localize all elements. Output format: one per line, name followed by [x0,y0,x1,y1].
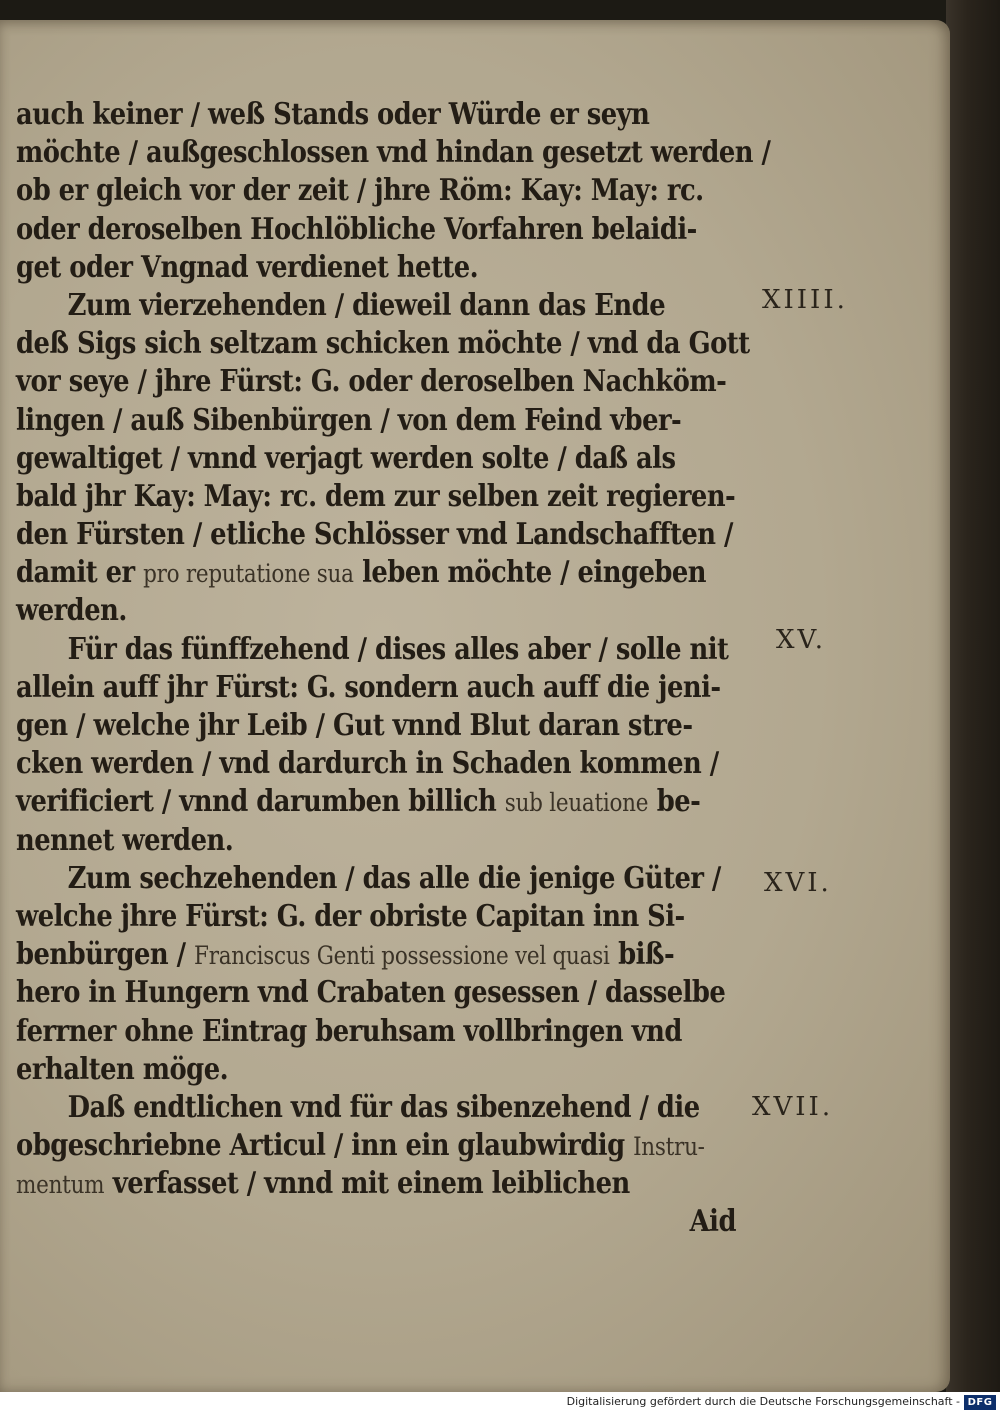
line-text: vor seye / jhre Fürst: G. oder deroselben Nachköm- [16,364,727,400]
margin-numeral-17: XVII. [752,1092,834,1122]
line-text: welche jhre Fürst: G. der obriste Capitan inn Si- [16,898,685,934]
text-line [16,516,733,554]
line-text: Zum sechzehenden / das alle die jenige Güter / [67,860,721,896]
line-text: werden. [16,593,127,629]
text-line [16,325,750,363]
text-line [16,363,727,401]
text-line [16,1165,635,1203]
text-line [16,783,701,821]
text-line [16,402,682,440]
line-text: damit er [16,555,135,591]
dfg-logo: DFG [964,1395,996,1410]
text-line [16,96,650,134]
line-text: ob er gleich vor der zeit / jhre Röm: Kay: May: rc. [16,173,704,209]
latin-phrase: sub leuatione [504,788,649,818]
text-line [16,249,635,287]
line-text: Aid [689,1204,736,1240]
margin-numeral-15: XV. [776,625,827,655]
line-text: Für das fünffzehend / dises alles aber / solle nit [67,631,729,667]
text-line [16,936,675,974]
book-edge [946,0,1000,1392]
text-line [16,287,666,325]
line-text: obgeschriebne Articul / inn ein glaubwirdig [16,1128,625,1164]
text-line [16,172,704,210]
text-line [117,1203,736,1241]
text-line [16,1051,635,1089]
latin-phrase: Franciscus Genti possessione vel quasi [194,941,610,971]
text-line [16,707,693,745]
line-text-continued: verfasset / vnnd mit einem leiblichen [112,1166,630,1202]
book-page [0,20,950,1392]
line-text: den Fürsten / etliche Schlösser vnd Landschafften / [16,517,733,553]
line-text-continued: be- [656,784,701,820]
line-text-continued: biß- [618,937,675,973]
text-line [16,745,719,783]
latin-phrase: mentum [16,1170,105,1200]
line-text: nennet werden. [16,822,234,858]
text-line [16,974,726,1012]
margin-numeral-16: XVI. [764,868,832,898]
line-text: get oder Vngnad verdienet hette. [16,249,479,285]
text-line [16,1127,705,1165]
text-line [16,211,697,249]
latin-phrase: pro reputatione sua [143,559,354,589]
text-line [16,478,736,516]
line-text: möchte / außgeschlossen vnd hindan gesetzt werden / [16,135,771,171]
text-line [16,860,721,898]
line-text: gen / welche jhr Leib / Gut vnnd Blut daran stre- [16,708,693,743]
text-line [16,1089,700,1127]
latin-phrase: Instru- [633,1132,705,1162]
text-line [16,554,707,592]
line-text: verificiert / vnnd darumben billich [16,784,497,820]
text-line [16,134,771,172]
line-text: Daß endtlichen vnd für das sibenzehend / die [67,1089,700,1125]
line-text: oder deroselben Hochlöbliche Vorfahren belaidi- [16,211,697,247]
footer-credit: Digitalisierung gefördert durch die Deutsche Forschungsgemeinschaft - [566,1395,960,1408]
line-text: gewaltiget / vnnd verjagt werden solte / daß als [16,440,676,476]
line-text: allein auff jhr Fürst: G. sondern auch auff die jeni- [16,669,721,705]
margin-numeral-14: XIIII. [762,285,848,315]
line-text-continued: leben möchte / eingeben [362,555,707,591]
text-block [16,96,771,1242]
line-text: auch keiner / weß Stands oder Würde er seyn [16,97,650,132]
line-text: Zum vierzehenden / dieweil dann das Ende [67,287,666,323]
text-line [16,898,685,936]
line-text: erhalten möge. [16,1051,229,1087]
line-text: lingen / auß Sibenbürgen / von dem Feind vber- [16,402,682,438]
text-line [16,592,635,630]
line-text: benbürgen / [16,937,186,973]
line-text: bald jhr Kay: May: rc. dem zur selben zeit regieren- [16,478,736,514]
text-line [16,631,729,669]
line-text: hero in Hungern vnd Crabaten gesessen / dasselbe [16,975,726,1011]
line-text: deß Sigs sich seltzam schicken möchte / vnd da Gott [16,326,750,362]
text-line [16,440,676,478]
footer-bar [0,1392,1000,1414]
line-text: ferrner ohne Eintrag beruhsam vollbringen vnd [16,1013,682,1049]
text-line [16,1013,682,1051]
text-line [16,822,635,860]
line-text: cken werden / vnd dardurch in Schaden kommen / [16,746,719,782]
text-line [16,669,721,707]
